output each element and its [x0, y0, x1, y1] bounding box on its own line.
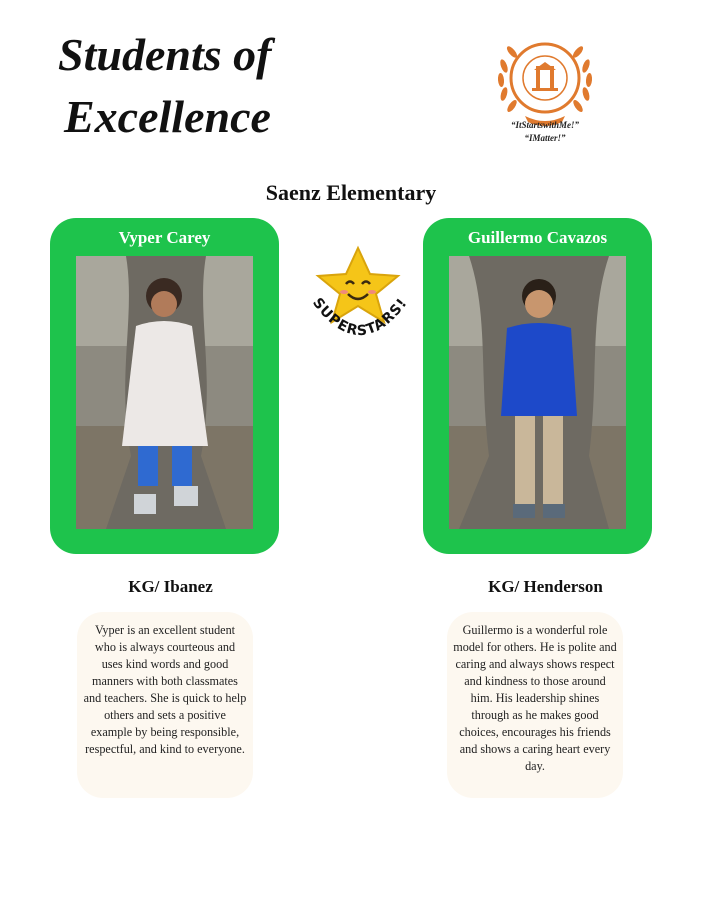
title-line-1: Students of: [58, 29, 272, 80]
student-description-box-1: [77, 612, 253, 798]
student-photo-2: [449, 256, 626, 529]
district-slogan: [478, 119, 612, 145]
student-description-box-2: [447, 612, 623, 798]
superstars-star-icon: [300, 240, 420, 370]
student-photo-1: [76, 256, 253, 529]
student-class-1: KG/ Ibanez: [128, 577, 213, 596]
page-title: [58, 24, 271, 148]
student-class-2: KG/ Henderson: [488, 577, 603, 596]
student-description-2: Guillermo is a wonderful role model for others. He is polite and caring and always shows respect and kindness to those around him. His leadership shines through as he makes good choices, encourages his friends and shows a caring heart every day.: [453, 623, 617, 773]
student-name-2: Guillermo Cavazos: [467, 228, 608, 247]
title-line-2: Excellence: [64, 91, 271, 142]
superstars-text: SUPERSTARS!: [309, 295, 411, 340]
student-card-2: [423, 218, 652, 554]
slogan-line-2: “IMatter!”: [524, 133, 566, 143]
slogan-line-1: “ItStartswithMe!”: [510, 120, 580, 130]
student-description-1: Vyper is an excellent student who is always courteous and uses kind words and good manners with both classmates and teachers. She is quick to help others and sets a positive example by being responsible, respectful, and kind to everyone.: [83, 623, 247, 756]
school-name: Saenz Elementary: [265, 180, 437, 205]
student-card-1: [50, 218, 279, 554]
student-name-1: Vyper Carey: [118, 228, 211, 247]
